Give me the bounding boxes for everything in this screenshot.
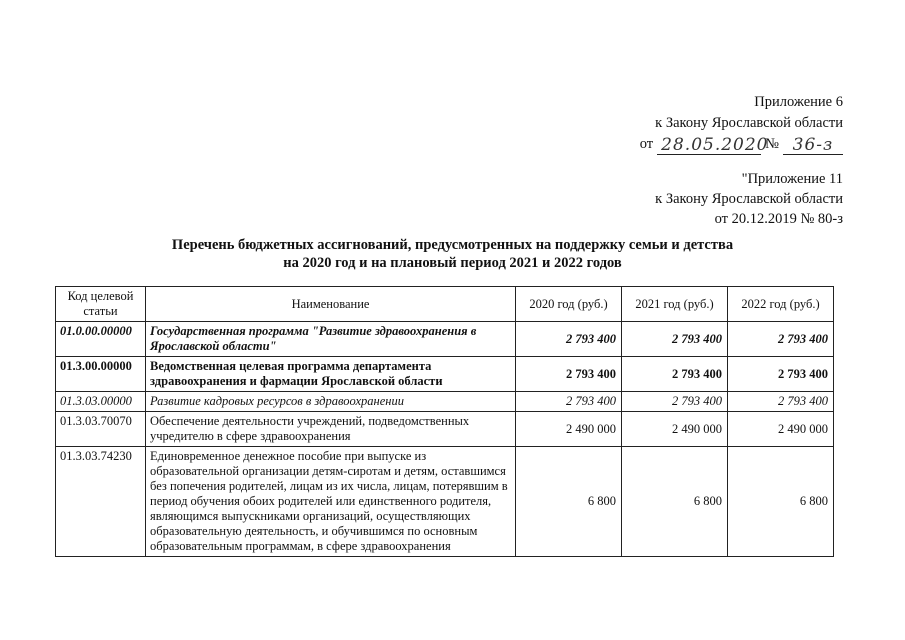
row-2020: 6 800 bbox=[516, 447, 622, 557]
row-code: 01.3.00.00000 bbox=[56, 357, 146, 392]
row-name: Развитие кадровых ресурсов в здравоохранении bbox=[146, 392, 516, 412]
appendix-date-number-row bbox=[640, 134, 843, 155]
budget-table bbox=[55, 286, 834, 557]
number-label: № bbox=[765, 136, 779, 152]
handwritten-date: 28.05.2020 bbox=[657, 136, 761, 155]
handwritten-number: 36-з bbox=[783, 136, 843, 155]
table-row bbox=[56, 357, 834, 392]
row-2021: 2 793 400 bbox=[622, 392, 728, 412]
row-2021: 2 490 000 bbox=[622, 412, 728, 447]
row-2022: 6 800 bbox=[728, 447, 834, 557]
title-line-2: на 2020 год и на плановый период 2021 и 2022 годов bbox=[283, 255, 622, 271]
table-row bbox=[56, 447, 834, 557]
row-2020: 2 793 400 bbox=[516, 392, 622, 412]
row-2021: 6 800 bbox=[622, 447, 728, 557]
table-row bbox=[56, 392, 834, 412]
row-2020: 2 793 400 bbox=[516, 357, 622, 392]
table-row bbox=[56, 412, 834, 447]
row-name: Ведомственная целевая программа департамента здравоохранения и фармации Ярославской области bbox=[146, 357, 516, 392]
row-code: 01.0.00.00000 bbox=[56, 322, 146, 357]
row-name: Обеспечение деятельности учреждений, подведомственных учредителю в сфере здравоохранения bbox=[146, 412, 516, 447]
header-name: Наименование bbox=[146, 287, 516, 322]
header-2020: 2020 год (руб.) bbox=[516, 287, 622, 322]
row-2020: 2 793 400 bbox=[516, 322, 622, 357]
previous-appendix-law-ref: к Закону Ярославской области bbox=[655, 191, 843, 207]
header-2021: 2021 год (руб.) bbox=[622, 287, 728, 322]
header-2022: 2022 год (руб.) bbox=[728, 287, 834, 322]
row-2022: 2 793 400 bbox=[728, 357, 834, 392]
from-label: от bbox=[639, 136, 654, 152]
previous-appendix-number: "Приложение 11 bbox=[741, 171, 843, 187]
document-title bbox=[0, 236, 905, 272]
row-2022: 2 793 400 bbox=[728, 392, 834, 412]
row-code: 01.3.03.74230 bbox=[56, 447, 146, 557]
row-code: 01.3.03.70070 bbox=[56, 412, 146, 447]
header-code: Код целевой статьи bbox=[56, 287, 146, 322]
row-2021: 2 793 400 bbox=[622, 322, 728, 357]
previous-appendix-date: от 20.12.2019 № 80-з bbox=[714, 211, 843, 227]
row-2022: 2 793 400 bbox=[728, 322, 834, 357]
appendix-header bbox=[640, 92, 843, 155]
appendix-number: Приложение 6 bbox=[754, 94, 843, 110]
row-name: Государственная программа "Развитие здравоохранения в Ярославской области" bbox=[146, 322, 516, 357]
title-line-1: Перечень бюджетных ассигнований, предусмотренных на поддержку семьи и детства bbox=[171, 237, 734, 253]
table-row bbox=[56, 322, 834, 357]
previous-appendix-ref bbox=[655, 169, 843, 229]
row-2020: 2 490 000 bbox=[516, 412, 622, 447]
row-name: Единовременное денежное пособие при выпуске из образовательной организации детям-сиротам и детям, оставшимся без попечения родителей, лицам из их числа, лицам, потерявшим в период обучения обоих родителей или единственного родителя, являющимся выпускниками организаций, осуществляющих образовательную деятельность, и обучившимся по основным образовательным программам, в сфере здравоохранения bbox=[146, 447, 516, 557]
row-code: 01.3.03.00000 bbox=[56, 392, 146, 412]
row-2021: 2 793 400 bbox=[622, 357, 728, 392]
row-2022: 2 490 000 bbox=[728, 412, 834, 447]
appendix-law-ref: к Закону Ярославской области bbox=[655, 115, 843, 131]
table-header-row bbox=[56, 287, 834, 322]
